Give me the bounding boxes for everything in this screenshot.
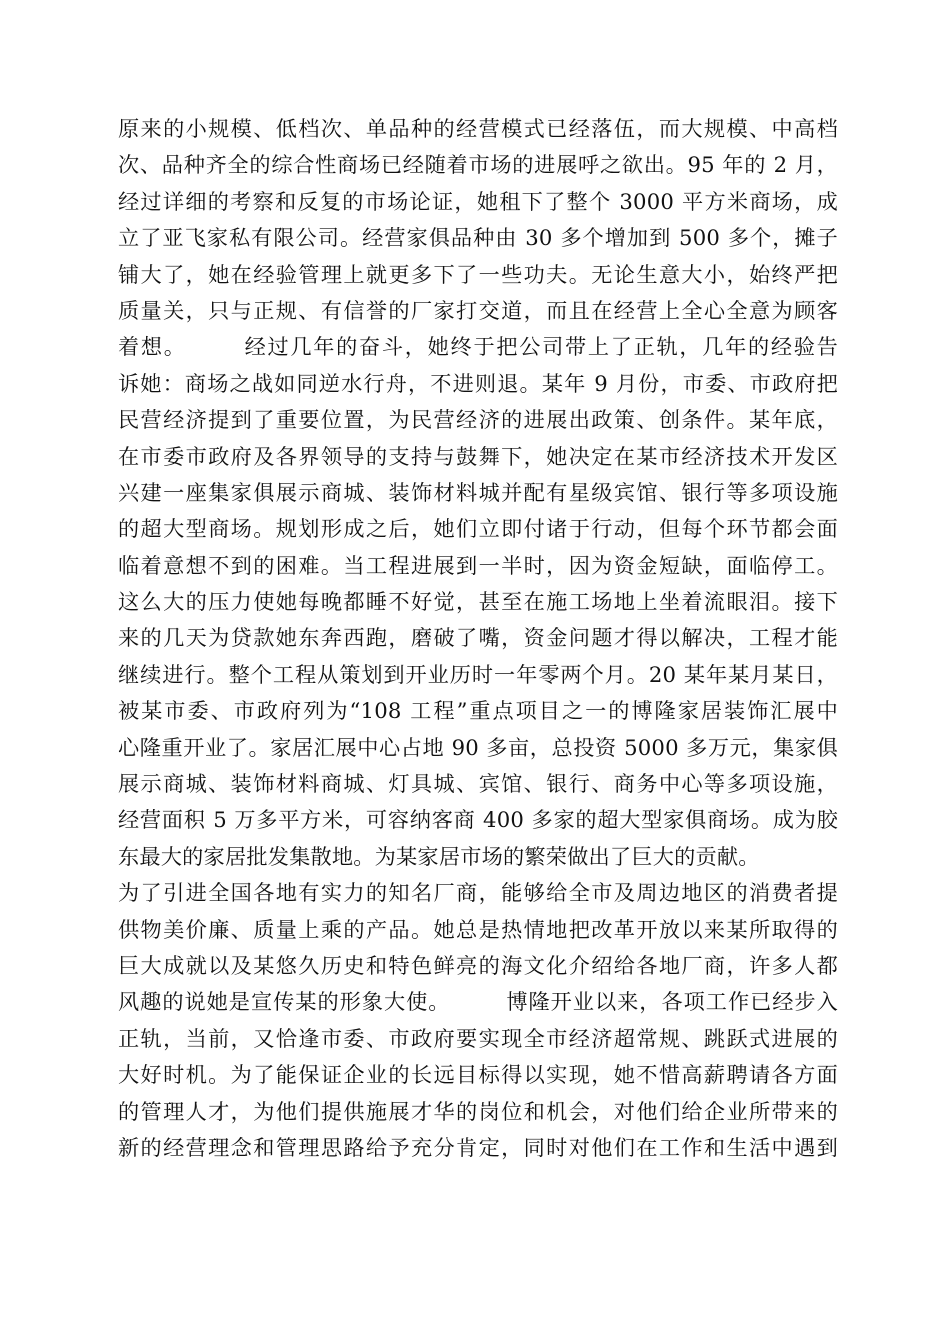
text-line: 兴建一座集家俱展示商城、装饰材料城并配有星级宾馆、银行等多项设施 [118, 479, 838, 505]
text-line: 经过详细的考察和反复的市场论证，她租下了整个 3000 平方米商场，成 [118, 188, 838, 214]
body-text [118, 111, 838, 1166]
text-line: 这么大的压力使她每晚都睡不好觉，甚至在施工场地上坐着流眼泪。接下 [118, 589, 838, 615]
text-line: 诉她：商场之战如同逆水行舟，不进则退。某年 9 月份，市委、市政府把 [118, 370, 838, 396]
text-line: 东最大的家居批发集散地。为某家居市场的繁荣做出了巨大的贡献。 [118, 843, 760, 869]
text-line: 被某市委、市政府列为“108 工程”重点项目之一的博隆家居装饰汇展中 [118, 698, 838, 724]
text-line: 为了引进全国各地有实力的知名厂商，能够给全市及周边地区的消费者提 [118, 880, 838, 906]
text-line: 临着意想不到的困难。当工程进展到一半时，因为资金短缺，面临停工。 [118, 552, 838, 578]
text-line: 原来的小规模、低档次、单品种的经营模式已经落伍，而大规模、中高档 [118, 116, 838, 141]
text-line: 展示商城、装饰材料商城、灯具城、宾馆、银行、商务中心等多项设施， [118, 771, 838, 797]
text-line: 在市委市政府及各界领导的支持与鼓舞下，她决定在某市经济技术开发区 [118, 443, 838, 469]
text-line: 民营经济提到了重要位置，为民营经济的进展出政策、创条件。某年底， [118, 407, 838, 433]
text-line: 来的几天为贷款她东奔西跑，磨破了嘴，资金问题才得以解决，工程才能 [118, 625, 838, 651]
text-line: 铺大了，她在经验管理上就更多下了一些功夫。无论生意大小，始终严把 [118, 261, 838, 287]
text-line: 新的经营理念和管理思路给予充分肯定，同时对他们在工作和生活中遇到 [118, 1134, 838, 1160]
text-line: 次、品种齐全的综合性商场已经随着市场的进展呼之欲出。95 年的 2 月， [118, 152, 838, 178]
text-line: 巨大成就以及某悠久历史和特色鲜亮的海文化介绍给各地厂商，许多人都 [118, 952, 838, 978]
text-line: 继续进行。整个工程从策划到开业历时一年零两个月。20 某年某月某日， [118, 661, 838, 687]
text-line: 正轨，当前，又恰逢市委、市政府要实现全市经济超常规、跳跃式进展的 [118, 1025, 838, 1051]
text-line: 心隆重开业了。家居汇展中心占地 90 多亩，总投资 5000 多万元，集家俱 [118, 734, 838, 760]
text-line: 风趣的说她是宣传某的形象大使。 博隆开业以来，各项工作已经步入 [118, 989, 838, 1015]
text-line: 大好时机。为了能保证企业的长远目标得以实现，她不惜高薪聘请各方面 [118, 1062, 838, 1088]
text-line: 质量关，只与正规、有信誉的厂家打交道，而且在经营上全心全意为顾客 [118, 297, 838, 323]
text-line: 立了亚飞家私有限公司。经营家俱品种由 30 多个增加到 500 多个，摊子 [118, 225, 838, 251]
text-line: 着想。 经过几年的奋斗，她终于把公司带上了正轨，几年的经验告 [118, 334, 838, 360]
text-line: 经营面积 5 万多平方米，可容纳客商 400 多家的超大型家俱商场。成为胶 [118, 807, 838, 833]
text-line: 供物美价廉、质量上乘的产品。她总是热情地把改革开放以来某所取得的 [118, 916, 838, 942]
text-line: 的管理人才，为他们提供施展才华的岗位和机会，对他们给企业所带来的 [118, 1098, 838, 1124]
text-line: 的超大型商场。规划形成之后，她们立即付诸于行动，但每个环节都会面 [118, 516, 838, 542]
